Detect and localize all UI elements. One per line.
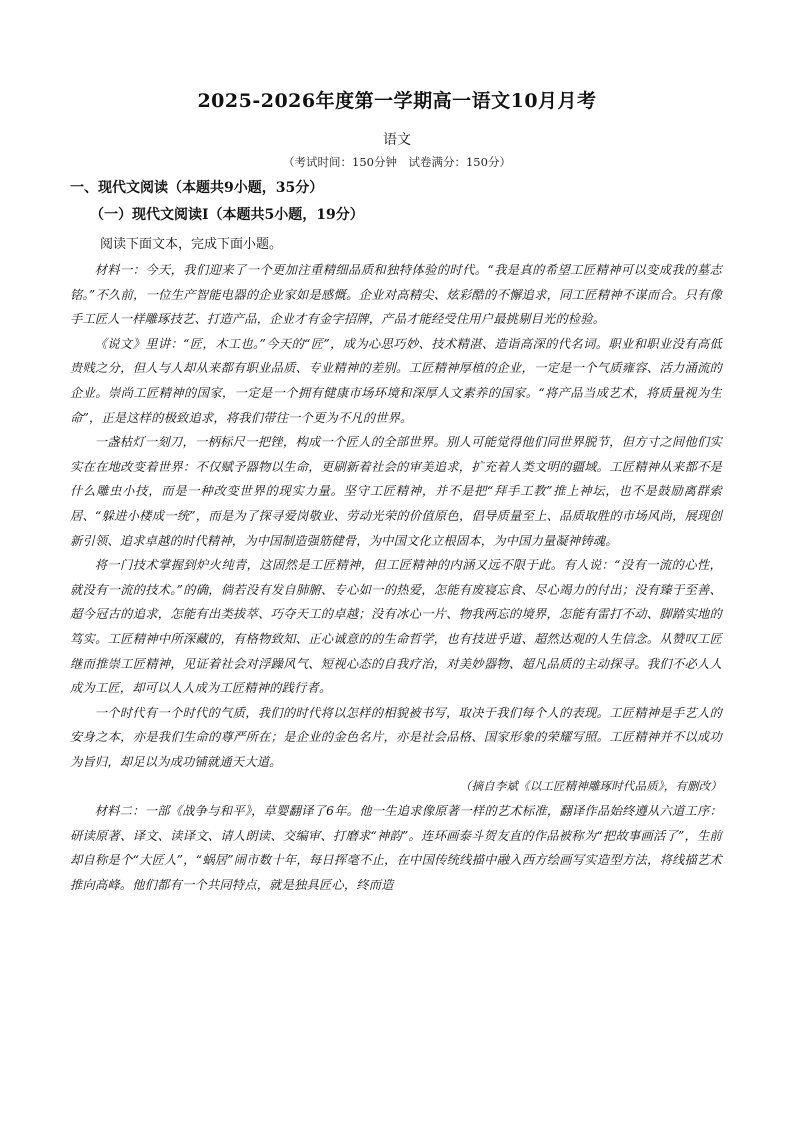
exam-title: 2025-2026年度第一学期高一语文10月月考 — [197, 90, 597, 112]
material2-paragraph: 材料二：一部《战争与和平》，草婴翻译了6年。他一生追求像原著一样的艺术标准，翻译作品始终遵从六道工序：研读原著、译文、读译文、请人朗读、交编审、打磨求“神韵”。连环画泰斗贺友直的作品被称为“把故事画活了”，生前却自称是个“大匠人”，“蜗居”闹市数十年，每日挥毫不止，在中国传统线描中融入西方绘画写实造型方法，将线描艺术推向高峰。他们都有一个共同特点，就是独具匠心，终而造 — [70, 804, 722, 892]
material1-paragraph: 《说文》里讲：“匠，木工也。”今天的“匠”，成为心思巧妙、技术精湛、造诣高深的代名词。职业和职业没有高低贵贱之分，但人与人却从来都有职业品质、专业精神的差别。工匠精神厚植的企业，一定是一个气质雍容、活力涌流的企业。崇尚工匠精神的国家，一定是一个拥有健康市场环境和深厚人文素养的国家。“将产品当成艺术，将质量视为生命”，正是这样的极致追求，将我们带往一个更为不凡的世界。 — [70, 336, 722, 425]
subject-label: 语文 — [383, 132, 411, 148]
reading-passage — [70, 258, 722, 897]
material1-paragraph: 材料一：今天，我们迎来了一个更加注重精细品质和独特体验的时代。“我是真的希望工匠精神可以变成我的墓志铭。”不久前，一位生产智能电器的企业家如是感慨。企业对高精尖、炫彩酷的不懈追求，同工匠精神不谋而合。只有像手工匠人一样雕琢技艺、打造产品，企业才有金字招牌，产品才能经受住用户最挑剔目光的检验。 — [70, 263, 722, 327]
subsection-heading: （一）现代文阅读Ⅰ（本题共5小题，19分） — [90, 207, 364, 223]
section-heading: 一、现代文阅读（本题共9小题，35分） — [70, 180, 324, 196]
material1-source: （摘自李斌《以工匠精神雕琢时代品质》，有删改） — [459, 779, 722, 794]
reading-instruction: 阅读下面文本，完成下面小题。 — [100, 237, 283, 252]
material1-paragraph: 将一门技术掌握到炉火纯青，这固然是工匠精神，但工匠精神的内涵又远不限于此。有人说：“没有一流的心性，就没有一流的技术。”的确，倘若没有发自肺腑、专心如一的热爱，怎能有废寝忘食、尽心竭力的付出；没有臻于至善、超今冠古的追求，怎能有出类拔萃、巧夺天工的卓越；没有冰心一片、物我两忘的境界，怎能有雷打不动、脚踏实地的笃实。工匠精神中所深藏的，有格物致知、正心诚意的的生命哲学，也有技进乎道、超然达观的人生信念。从赞叹工匠继而推崇工匠精神，见证着社会对浮躁风气、短视心态的自我疗治，对美妙器物、超凡品质的主动探寻。我们不必人人成为工匠，却可以人人成为工匠精神的践行者。 — [70, 558, 722, 696]
exam-info: （考试时间：150分钟 试卷满分：150分） — [283, 155, 511, 169]
material1-paragraph: 一盏枯灯一刻刀，一柄标尺一把锉，构成一个匠人的全部世界。别人可能觉得他们同世界脱节，但方寸之间他们实实在在地改变着世界：不仅赋予器物以生命，更刷新着社会的审美追求，扩充着人类文明的疆域。工匠精神从来都不是什么雕虫小技，而是一种改变世界的现实力量。坚守工匠精神，并不是把“拜手工教”推上神坛，也不是鼓励离群索居、“躲进小楼成一统”，而是为了探寻爱岗敬业、劳动光荣的价值原色，倡导质量至上、品质取胜的市场风尚，展现创新引领、追求卓越的时代精神，为中国制造强筋健骨，为中国文化立根固本，为中国力量凝神铸魂。 — [70, 435, 722, 548]
material1-paragraph: 一个时代有一个时代的气质，我们的时代将以怎样的相貌被书写，取决于我们每个人的表现。工匠精神是手艺人的安身之本，亦是我们生命的尊严所在；是企业的金色名片，亦是社会品格、国家形象的荣耀写照。工匠精神并不以成功为旨归，却足以为成功铺就通天大道。 — [70, 705, 722, 769]
